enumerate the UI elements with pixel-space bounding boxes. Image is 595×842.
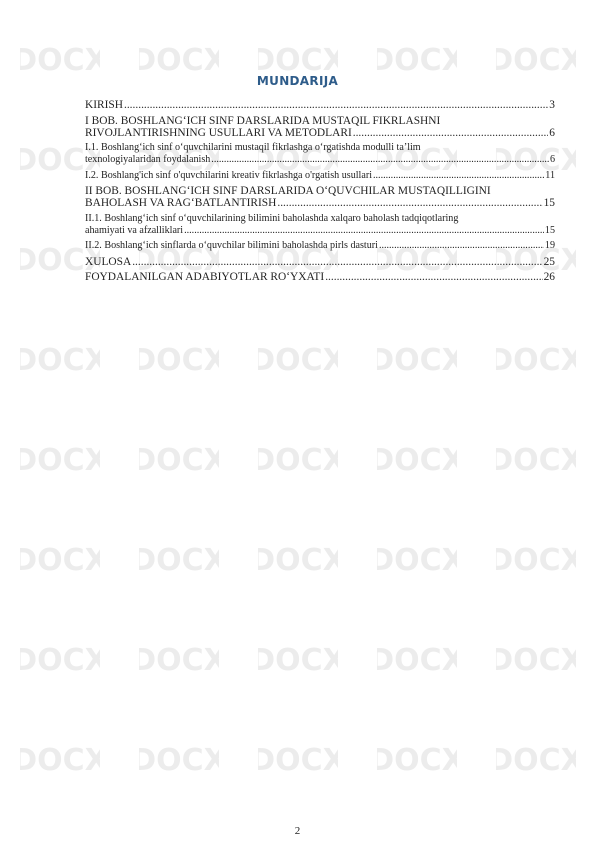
svg-text:DOCX: DOCX <box>495 443 576 478</box>
svg-text:DOCX: DOCX <box>495 543 576 578</box>
docx-logo-mark <box>496 540 576 578</box>
docx-logo-mark <box>20 340 100 378</box>
svg-text:DOCX: DOCX <box>19 543 100 578</box>
svg-text:DOCX: DOCX <box>257 643 338 678</box>
docx-logo-mark <box>20 440 100 478</box>
docx-logo-mark <box>377 640 457 678</box>
svg-text:DOCX: DOCX <box>19 343 100 378</box>
watermark-row <box>0 340 595 378</box>
toc-page-number: 15 <box>543 197 555 209</box>
dot-leader <box>132 256 542 268</box>
toc-entry-chapter-2[interactable] <box>85 185 555 209</box>
docx-logo-mark <box>377 440 457 478</box>
toc-page-number: 26 <box>543 271 555 283</box>
svg-text:DOCX: DOCX <box>138 543 219 578</box>
toc-entry-text: I.2. Boshlang'ich sinf o'quvchilarini kreativ fikrlashga o'rgatish usullari <box>85 169 372 181</box>
svg-text:DOCX: DOCX <box>376 543 457 578</box>
toc-entry-text: II BOB. BOSHLANG‘ICH SINF DARSLARIDA O‘QUVCHILAR MUSTAQILLIGINI <box>85 185 491 197</box>
toc-entry-text: texnologiyalaridan foydalanish <box>85 154 211 165</box>
toc-entry-section-2-2[interactable] <box>85 240 555 252</box>
svg-text:DOCX: DOCX <box>257 743 338 778</box>
watermark-row <box>0 40 595 78</box>
svg-text:DOCX: DOCX <box>376 443 457 478</box>
toc-entry-text: BAHOLASH VA RAG‘BATLANTIRISH <box>85 197 277 209</box>
docx-logo-mark <box>258 640 338 678</box>
svg-text:DOCX: DOCX <box>138 643 219 678</box>
page-number: 2 <box>294 825 301 837</box>
dot-leader <box>325 271 542 283</box>
toc-entry-text: I BOB. BOSHLANG‘ICH SINF DARSLARIDA MUSTAQIL FIKRLASHNI <box>85 114 441 127</box>
docx-logo-mark <box>377 340 457 378</box>
watermark-row <box>0 640 595 678</box>
svg-text:DOCX: DOCX <box>257 443 338 478</box>
toc-entry-text: XULOSA <box>85 255 132 268</box>
svg-text:DOCX: DOCX <box>19 443 100 478</box>
toc-entry-text: II.2. Boshlang‘ich sinflarda o‘quvchilar bilimini baholashda pirls dasturi <box>85 240 378 251</box>
docx-logo-mark <box>20 640 100 678</box>
svg-text:DOCX: DOCX <box>257 343 338 378</box>
toc-entry-section-1-2[interactable] <box>85 170 555 182</box>
watermark-row <box>0 740 595 778</box>
toc-entry-text: I.1. Boshlang‘ich sinf o‘quvchilarini mustaqil fikrlashga o‘rgatishda modulli ta’lim <box>85 142 421 153</box>
svg-text:DOCX: DOCX <box>376 343 457 378</box>
docx-logo-mark <box>496 740 576 778</box>
docx-logo-mark <box>258 40 338 78</box>
svg-text:DOCX: DOCX <box>19 643 100 678</box>
docx-logo-mark <box>377 740 457 778</box>
svg-text:DOCX: DOCX <box>495 743 576 778</box>
toc-title: MUNDARIJA <box>256 74 339 88</box>
docx-logo-mark <box>139 340 219 378</box>
toc-entry-text: KIRISH <box>85 99 123 111</box>
docx-logo-mark <box>496 40 576 78</box>
svg-text:DOCX: DOCX <box>19 43 100 78</box>
svg-text:DOCX: DOCX <box>495 143 576 178</box>
docx-logo-mark <box>496 340 576 378</box>
toc-page-number: 11 <box>545 169 555 181</box>
docx-logo-mark <box>139 640 219 678</box>
docx-logo-mark <box>496 440 576 478</box>
toc-entry-text: II.1. Boshlang‘ich sinf o‘quvchilarining bilimini baholashda xalqaro baholash tadqiqotlaring <box>85 212 459 224</box>
docx-logo-mark <box>258 540 338 578</box>
svg-text:DOCX: DOCX <box>138 43 219 78</box>
toc-entry-bibliography[interactable] <box>85 271 555 283</box>
toc-entry-xulosa[interactable] <box>85 256 555 268</box>
toc-entry-chapter-1[interactable] <box>85 115 555 139</box>
toc-entry-text: FOYDALANILGAN ADABIYOTLAR RO‘YXATI <box>85 271 325 283</box>
svg-text:DOCX: DOCX <box>495 343 576 378</box>
svg-text:DOCX: DOCX <box>19 743 100 778</box>
svg-text:DOCX: DOCX <box>495 243 576 278</box>
docx-logo-mark <box>258 740 338 778</box>
docx-logo-mark <box>139 740 219 778</box>
svg-text:DOCX: DOCX <box>257 143 338 178</box>
docx-logo-mark <box>258 440 338 478</box>
toc-page-number: 19 <box>544 240 555 251</box>
docx-logo-mark <box>496 640 576 678</box>
svg-text:DOCX: DOCX <box>376 643 457 678</box>
toc-entry-kirish[interactable] <box>85 99 555 111</box>
svg-text:DOCX: DOCX <box>138 243 219 278</box>
svg-text:DOCX: DOCX <box>138 143 219 178</box>
svg-text:DOCX: DOCX <box>19 243 100 278</box>
docx-logo-mark <box>139 40 219 78</box>
svg-text:DOCX: DOCX <box>376 43 457 78</box>
toc-entry-text: ahamiyati va afzalliklari <box>85 224 184 236</box>
toc-entry-text: RIVOJLANTIRISHNING USULLARI VA METODLARI <box>85 126 352 139</box>
dot-leader <box>373 170 544 182</box>
svg-text:DOCX: DOCX <box>257 43 338 78</box>
docx-logo-mark <box>20 740 100 778</box>
dot-leader <box>379 240 544 252</box>
svg-text:DOCX: DOCX <box>376 243 457 278</box>
dot-leader <box>277 197 542 209</box>
docx-logo-mark <box>139 540 219 578</box>
docx-logo-mark <box>377 40 457 78</box>
svg-text:DOCX: DOCX <box>376 743 457 778</box>
svg-text:DOCX: DOCX <box>138 343 219 378</box>
toc-page-number: 3 <box>549 99 555 111</box>
watermark-row <box>0 440 595 478</box>
docx-logo-mark <box>139 440 219 478</box>
docx-logo-mark <box>258 340 338 378</box>
svg-text:DOCX: DOCX <box>138 443 219 478</box>
toc-entry-section-2-1[interactable] <box>85 213 555 237</box>
toc-page-number: 6 <box>549 126 555 139</box>
dot-leader <box>184 225 544 237</box>
dot-leader <box>124 99 548 111</box>
svg-text:DOCX: DOCX <box>19 143 100 178</box>
toc-page-number: 6 <box>549 154 555 165</box>
svg-text:DOCX: DOCX <box>138 743 219 778</box>
toc-entry-section-1-1[interactable] <box>85 142 555 166</box>
docx-logo-mark <box>20 40 100 78</box>
svg-text:DOCX: DOCX <box>257 543 338 578</box>
watermark-row <box>0 540 595 578</box>
toc-page-number: 25 <box>543 255 555 268</box>
table-of-contents <box>85 99 555 287</box>
docx-logo-mark <box>20 540 100 578</box>
dot-leader <box>211 154 549 166</box>
docx-logo-mark <box>377 540 457 578</box>
svg-text:DOCX: DOCX <box>257 243 338 278</box>
svg-text:DOCX: DOCX <box>376 143 457 178</box>
toc-page-number: 15 <box>544 224 555 236</box>
svg-text:DOCX: DOCX <box>495 643 576 678</box>
dot-leader <box>353 127 549 139</box>
svg-text:DOCX: DOCX <box>495 43 576 78</box>
